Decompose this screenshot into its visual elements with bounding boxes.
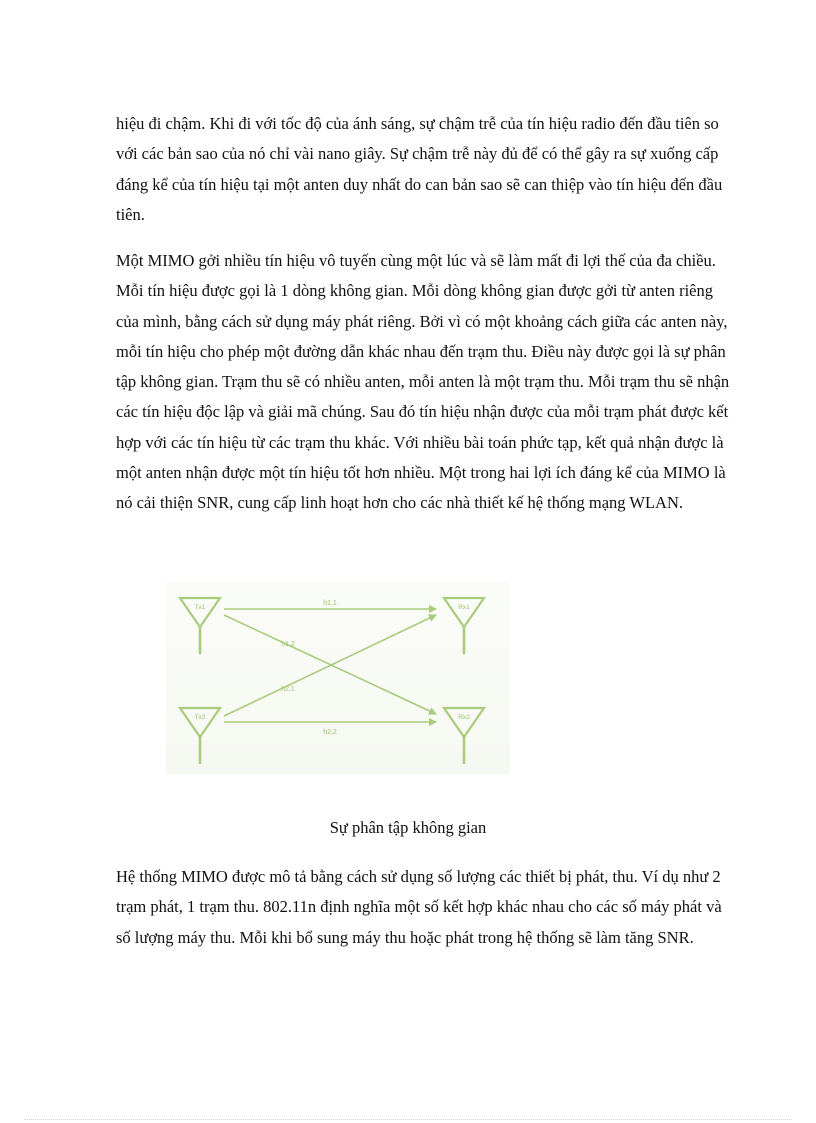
h12-label: h1,2 <box>281 641 295 648</box>
paragraph-1: hiệu đi chậm. Khi đi với tốc độ của ánh sáng, sự chậm trễ của tín hiệu radio đến đầu tiên so với các bản sao của nó chỉ vài nano giây. Sự chậm trễ này đủ để có thể gây ra sự xuống cấp đáng kể của tín hiệu tại một anten duy nhất do can bản sao sẽ can thiệp vào tín hiệu đến đầu tiên. <box>116 114 723 224</box>
h11-label: h1,1 <box>323 600 337 607</box>
tx1-label: Tx1 <box>194 604 206 611</box>
tx2-label: Tx2 <box>194 714 206 721</box>
rx2-label: Rx2 <box>458 714 470 721</box>
page-bottom-divider <box>24 1119 792 1120</box>
mimo-diagram-svg <box>166 582 510 774</box>
rx1-label: Rx1 <box>458 604 470 611</box>
h21-label: h2,1 <box>281 686 295 693</box>
figure-caption: Sự phân tập không gian <box>329 818 487 837</box>
mimo-diagram <box>166 582 510 774</box>
paragraph-3: Hệ thống MIMO được mô tả bằng cách sử dụng số lượng các thiết bị phát, thu. Ví dụ như 2 trạm phát, 1 trạm thu. 802.11n định nghĩa một số kết hợp khác nhau cho các số máy phát và số lượng máy thu. Mỗi khi bổ sung máy thu hoặc phát trong hệ thống sẽ làm tăng SNR. <box>116 867 722 947</box>
h22-label: h2,2 <box>323 729 337 736</box>
paragraph-2: Một MIMO gởi nhiều tín hiệu vô tuyến cùng một lúc và sẽ làm mất đi lợi thế của đa chiều. Mỗi tín hiệu được gọi là 1 dòng không gian. Mỗi dòng không gian được gởi từ anten riêng của mình, bằng cách sử dụng máy phát riêng. Bởi vì có một khoảng cách giữa các anten này, mỗi tín hiệu cho phép một đường dẫn khác nhau đến trạm thu. Điều này được gọi là sự phân tập không gian. Trạm thu sẽ có nhiều anten, mỗi anten là một trạm thu. Mỗi trạm thu sẽ nhận các tín hiệu độc lập và giải mã chúng. Sau đó tín hiệu nhận được của mỗi trạm phát được kết hợp với các tín hiệu từ các trạm thu khác. Với nhiều bài toán phức tạp, kết quả nhận được là một anten nhận được một tín hiệu tốt hơn nhiều. Một trong hai lợi ích đáng kể của MIMO là nó cải thiện SNR, cung cấp linh hoạt hơn cho các nhà thiết kế hệ thống mạng WLAN. <box>116 251 730 513</box>
